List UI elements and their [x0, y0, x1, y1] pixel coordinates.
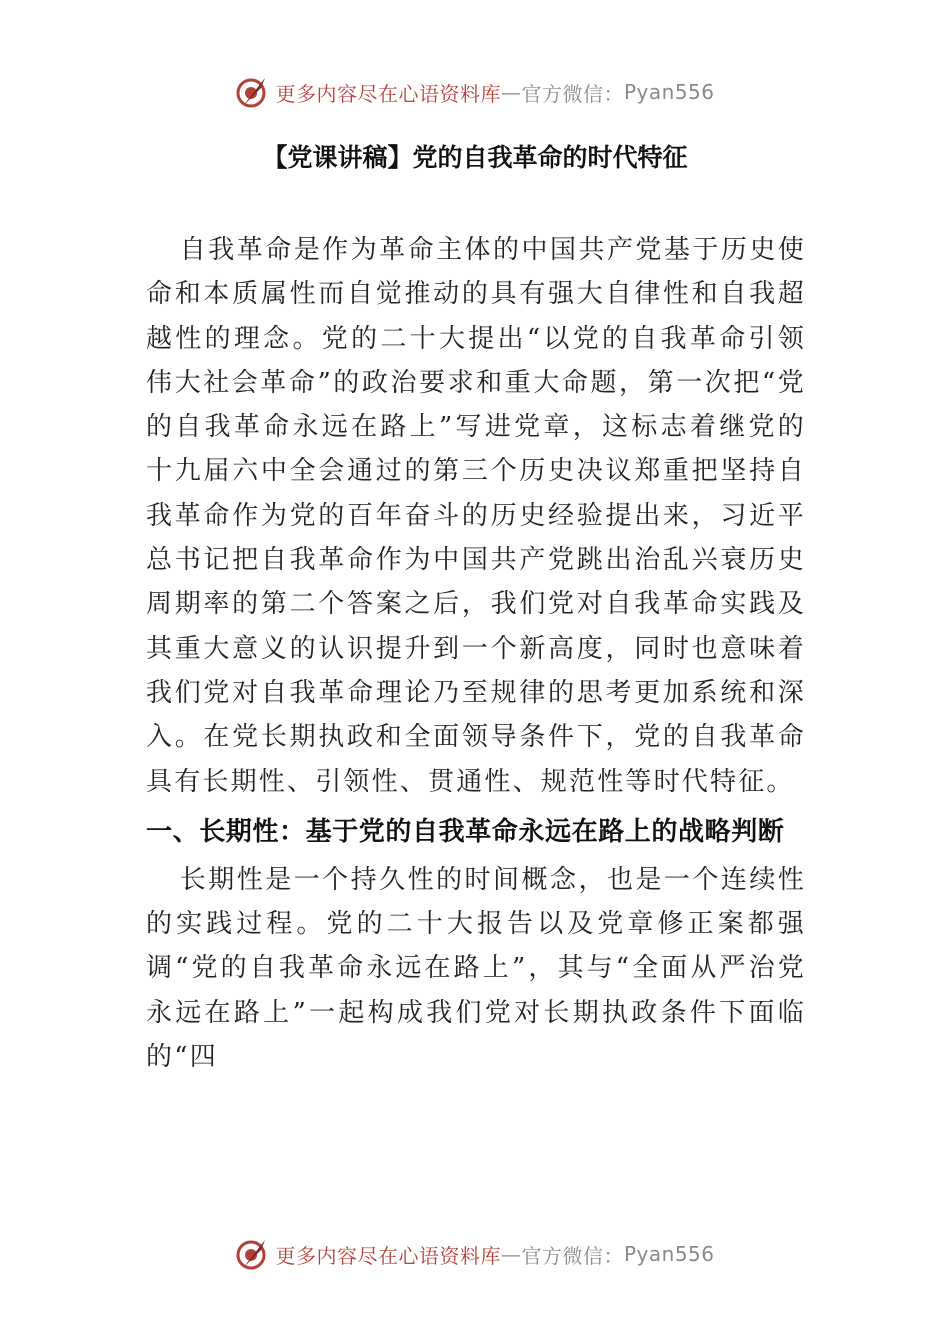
- section-1-paragraph: 长期性是一个持久性的时间概念，也是一个连续性的实践过程。党的二十大报告以及党章修正案都强调“党的自我革命永远在路上”，其与“全面从严治党永远在路上”一起构成我们党对长期执政条件下面临的“四: [146, 864, 806, 1073]
- watermark-contact: Pyan556: [623, 80, 715, 104]
- watermark-brand-text: 更多内容尽在心语资料库: [275, 1243, 501, 1268]
- watermark-brand-text: 更多内容尽在心语资料库: [275, 81, 501, 106]
- watermark-label: 官方微信: [521, 81, 604, 106]
- quill-pen-logo-icon: [235, 1237, 269, 1271]
- quill-pen-logo-icon: [235, 75, 269, 109]
- document-title: 【党课讲稿】党的自我革命的时代特征: [262, 143, 688, 172]
- watermark-contact: Pyan556: [623, 1242, 715, 1266]
- watermark-dash: —: [500, 1242, 522, 1266]
- watermark-label: 官方微信: [521, 1243, 604, 1268]
- watermark-dash: —: [500, 80, 522, 104]
- section-1-heading: 一、长期性：基于党的自我革命永远在路上的战略判断: [146, 816, 785, 847]
- watermark-separator: ：: [603, 1243, 624, 1268]
- intro-paragraph: 自我革命是作为革命主体的中国共产党基于历史使命和本质属性而自觉推动的具有强大自律性和自我超越性的理念。党的二十大提出“以党的自我革命引领伟大社会革命”的政治要求和重大命题，第一次把“党的自我革命永远在路上”写进党章，这标志着继党的十九届六中全会通过的第三个历史决议郑重把坚持自我革命作为党的百年奋斗的历史经验提出来，习近平总书记把自我革命作为中国共产党跳出治乱兴衰历史周期率的第二个答案之后，我们党对自我革命实践及其重大意义的认识提升到一个新高度，同时也意味着我们党对自我革命理论乃至规律的思考更加系统和深入。在党长期执政和全面领导条件下，党的自我革命具有长期性、引领性、贯通性、规范性等时代特征。: [146, 235, 806, 797]
- document-body: [146, 228, 806, 1079]
- header-watermark: [0, 70, 950, 114]
- footer-watermark: [0, 1232, 950, 1276]
- watermark-separator: ：: [603, 81, 624, 106]
